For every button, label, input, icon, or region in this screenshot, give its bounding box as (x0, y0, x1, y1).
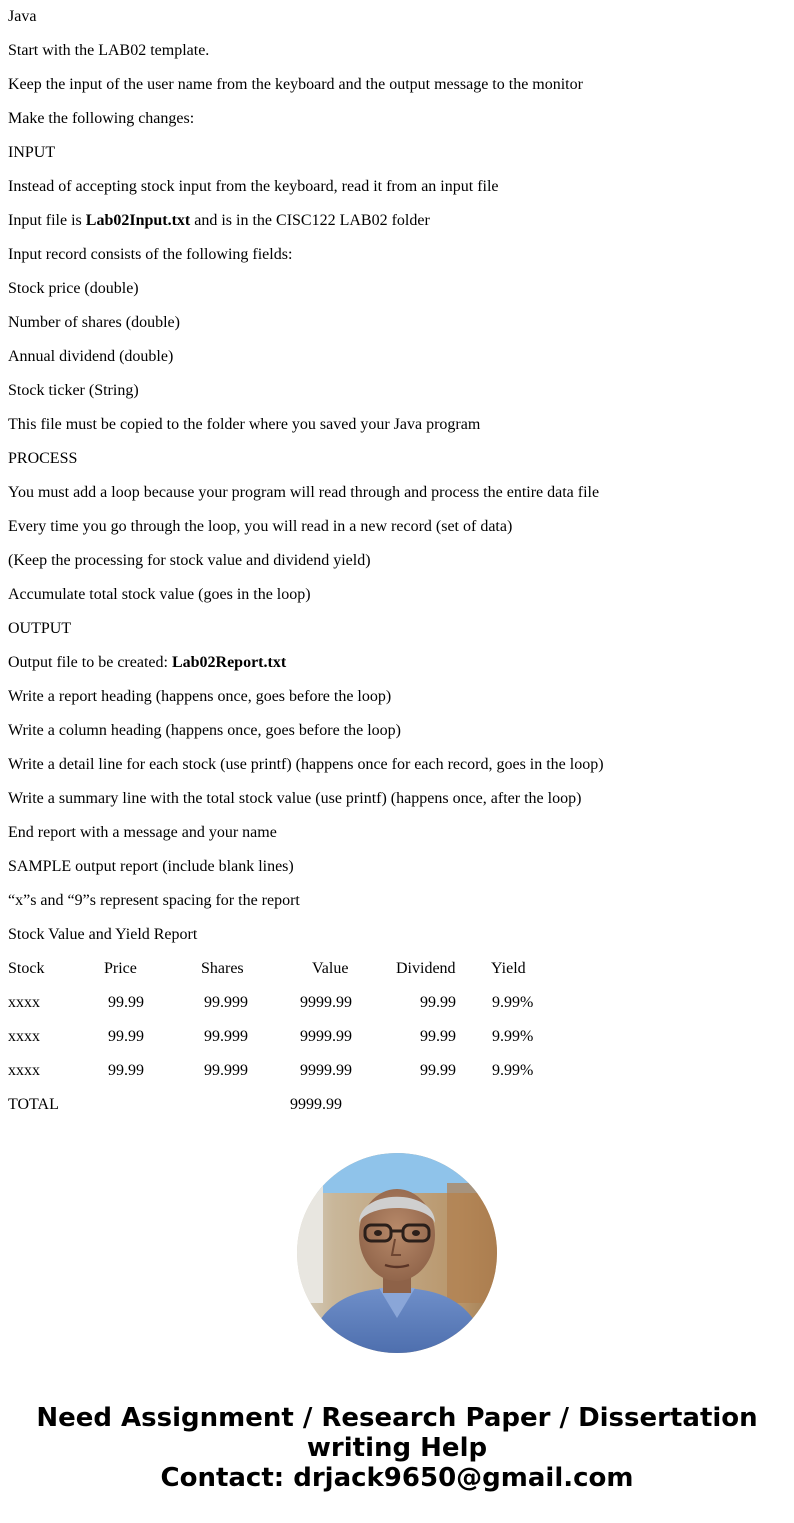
total-value: 9999.99 (290, 1096, 342, 1113)
column-header: Value (312, 960, 349, 977)
output-filename: Lab02Report.txt (171, 654, 287, 671)
cell-shares: 99.999 (204, 1028, 248, 1045)
instruction-line: This file must be copied to the folder where you saved your Java program (8, 416, 481, 433)
instruction-line: Input record consists of the following fields: (8, 246, 293, 263)
instruction-line: End report with a message and your name (8, 824, 277, 841)
cell-yield: 9.99% (492, 994, 534, 1011)
column-header: Dividend (396, 960, 456, 977)
author-avatar (297, 1153, 497, 1353)
output-file-line (8, 646, 286, 680)
report-title: Stock Value and Yield Report (8, 926, 198, 943)
instruction-line: Keep the input of the user name from the keyboard and the output message to the monitor (8, 76, 583, 93)
footer-line: Need Assignment / Research Paper / Dissertation (36, 1403, 758, 1433)
cell-value: 9999.99 (300, 1028, 352, 1045)
instruction-line: Write a report heading (happens once, goes before the loop) (8, 688, 392, 705)
cell-yield: 9.99% (492, 1062, 534, 1079)
field-item: Number of shares (double) (8, 314, 180, 331)
instruction-line: “x”s and “9”s represent spacing for the report (8, 892, 300, 909)
cell-yield: 9.99% (492, 1028, 534, 1045)
output-file-prefix: Output file to be created: (8, 654, 172, 671)
cell-price: 99.99 (108, 1062, 144, 1079)
instruction-line: Instead of accepting stock input from the keyboard, read it from an input file (8, 178, 499, 195)
cell-dividend: 99.99 (420, 1028, 456, 1045)
instruction-line: Write a detail line for each stock (use printf) (happens once for each record, goes in the loop) (8, 756, 604, 773)
footer-line: writing Help (306, 1433, 488, 1463)
total-label: TOTAL (8, 1096, 59, 1113)
field-item: Stock ticker (String) (8, 382, 139, 399)
field-item: Stock price (double) (8, 280, 139, 297)
column-header: Stock (8, 960, 45, 977)
column-header: Shares (201, 960, 244, 977)
input-file-suffix: and is in the CISC122 LAB02 folder (190, 212, 430, 229)
section-heading-input: INPUT (8, 144, 56, 161)
section-heading-process: PROCESS (8, 450, 78, 467)
instruction-line: Make the following changes: (8, 110, 195, 127)
input-file-prefix: Input file is (8, 212, 86, 229)
column-header: Yield (491, 960, 526, 977)
cell-price: 99.99 (108, 994, 144, 1011)
instruction-line: Start with the LAB02 template. (8, 42, 210, 59)
instruction-line: (Keep the processing for stock value and dividend yield) (8, 552, 371, 569)
cell-shares: 99.999 (204, 1062, 248, 1079)
cell-stock: xxxx (8, 1062, 40, 1079)
cell-price: 99.99 (108, 1028, 144, 1045)
cell-value: 9999.99 (300, 1062, 352, 1079)
cell-value: 9999.99 (300, 994, 352, 1011)
footer-contact: Contact: drjack9650@gmail.com (160, 1463, 634, 1493)
input-filename: Lab02Input.txt (85, 212, 191, 229)
field-item: Annual dividend (double) (8, 348, 174, 365)
cell-stock: xxxx (8, 994, 40, 1011)
avatar-portrait-icon (297, 1153, 497, 1353)
instruction-line: SAMPLE output report (include blank lines) (8, 858, 294, 875)
instruction-line: You must add a loop because your program will read through and process the entire data file (8, 484, 600, 501)
title-java: Java (8, 8, 37, 25)
instruction-line: Write a column heading (happens once, goes before the loop) (8, 722, 401, 739)
instruction-line: Accumulate total stock value (goes in the loop) (8, 586, 311, 603)
footer-promo (0, 1403, 794, 1493)
cell-stock: xxxx (8, 1028, 40, 1045)
column-header: Price (104, 960, 137, 977)
cell-dividend: 99.99 (420, 1062, 456, 1079)
cell-dividend: 99.99 (420, 994, 456, 1011)
instruction-line: Write a summary line with the total stock value (use printf) (happens once, after the loop) (8, 790, 582, 807)
section-heading-output: OUTPUT (8, 620, 72, 637)
cell-shares: 99.999 (204, 994, 248, 1011)
instruction-line: Every time you go through the loop, you will read in a new record (set of data) (8, 518, 513, 535)
input-file-line (8, 204, 430, 238)
